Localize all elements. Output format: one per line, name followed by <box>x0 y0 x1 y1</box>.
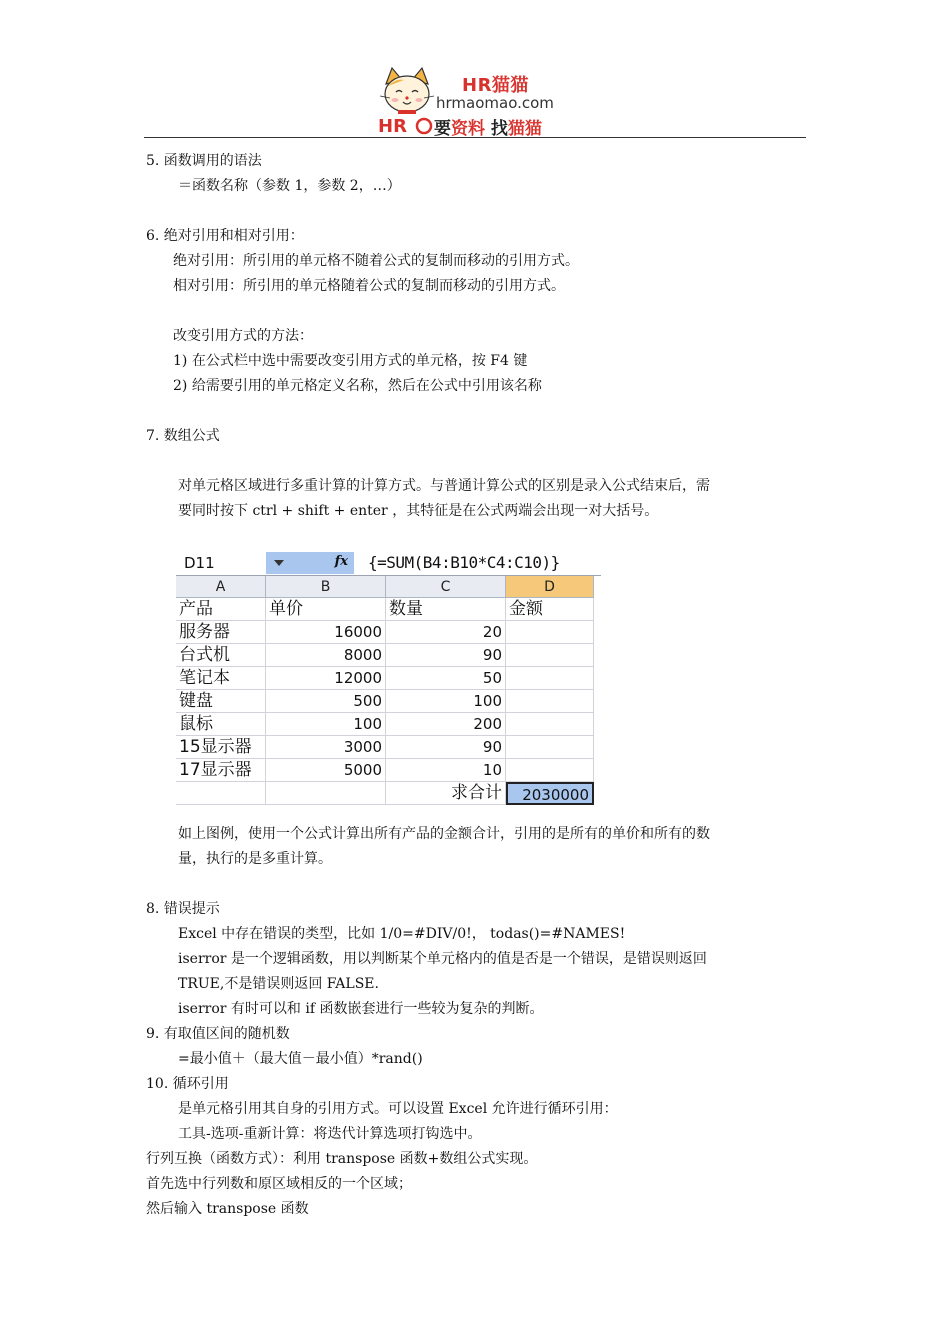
section-5-heading: 5. 函数调用的语法 <box>146 153 262 169</box>
cell-r1-c4: 金额 <box>506 598 594 621</box>
cell-r8-c3: 10 <box>386 759 506 782</box>
brand-domain: hrmaomao.com <box>436 94 554 112</box>
cell-r6-c4 <box>506 713 594 736</box>
column-header-a: A <box>176 576 266 598</box>
column-header-d: D <box>506 576 594 598</box>
relative-reference-text: 相对引用：所引用的单元格随着公式的复制而移动的引用方式。 <box>173 278 565 294</box>
cell-r8-c1: 17显示器 <box>176 759 266 782</box>
brand-slogan: 要资料 找猫猫 <box>434 119 542 139</box>
name-box-dropdown <box>266 552 354 574</box>
cat-mascot-icon <box>376 66 438 138</box>
iteration-setting-text: 工具-选项-重新计算：将迭代计算选项打钩选中。 <box>178 1126 482 1142</box>
cell-r2-c3: 20 <box>386 621 506 644</box>
circular-reference-text: 是单元格引用其自身的引用方式。可以设置 Excel 允许进行循环引用： <box>178 1101 618 1117</box>
transpose-text-2: 首先选中行列数和原区域相反的一个区域； <box>146 1176 412 1192</box>
array-example-text-2: 量，执行的是多重计算。 <box>178 851 332 867</box>
cell-r3-c3: 90 <box>386 644 506 667</box>
random-formula: =最小值＋（最大值－最小值）*rand() <box>178 1051 423 1067</box>
cell-r9-c4: 2030000 <box>506 782 594 805</box>
array-formula-text-1: 对单元格区域进行多重计算的计算方式。与普通计算公式的区别是录入公式结束后，需 <box>178 478 710 494</box>
hr-monogram: HR <box>378 116 407 137</box>
iserror-text-3: iserror 有时可以和 if 函数嵌套进行一些较为复杂的判断。 <box>178 1001 544 1017</box>
cell-r6-c2: 100 <box>266 713 386 736</box>
cell-r4-c2: 12000 <box>266 667 386 690</box>
cell-r2-c2: 16000 <box>266 621 386 644</box>
cell-r8-c2: 5000 <box>266 759 386 782</box>
cell-r9-c2 <box>266 782 386 805</box>
formula-text: {=SUM(B4:B10*C4:C10)} <box>368 553 560 572</box>
array-formula-text-2: 要同时按下 ctrl + shift + enter ，其特征是在公式两端会出现一对大括号。 <box>178 503 659 519</box>
cell-r7-c3: 90 <box>386 736 506 759</box>
change-reference-heading: 改变引用方式的方法： <box>173 328 313 344</box>
cell-r3-c1: 台式机 <box>176 644 266 667</box>
fx-icon: fx <box>334 554 348 569</box>
iserror-text-2: TRUE,不是错误则返回 FALSE. <box>178 976 379 992</box>
function-syntax: ＝函数名称（参数 1，参数 2，…） <box>178 178 401 194</box>
change-reference-step-1: 1) 在公式栏中选中需要改变引用方式的单元格，按 F4 键 <box>173 353 528 369</box>
cell-r1-c2: 单价 <box>266 598 386 621</box>
transpose-text-1: 行列互换（函数方式）：利用 transpose 函数+数组公式实现。 <box>146 1151 538 1167</box>
formula-bar <box>176 551 601 576</box>
cell-r6-c3: 200 <box>386 713 506 736</box>
cell-r8-c4 <box>506 759 594 782</box>
cell-r5-c2: 500 <box>266 690 386 713</box>
cell-r4-c4 <box>506 667 594 690</box>
cell-r6-c1: 鼠标 <box>176 713 266 736</box>
cell-r7-c1: 15显示器 <box>176 736 266 759</box>
section-7-heading: 7. 数组公式 <box>146 428 220 444</box>
error-types-text: Excel 中存在错误的类型，比如 1/0=#DIV/0!， todas()=#NAMES! <box>178 926 626 942</box>
cell-r5-c4 <box>506 690 594 713</box>
change-reference-step-2: 2) 给需要引用的单元格定义名称，然后在公式中引用该名称 <box>173 378 542 394</box>
excel-screenshot <box>176 551 601 813</box>
cell-r7-c2: 3000 <box>266 736 386 759</box>
column-header-b: B <box>266 576 386 598</box>
brand-name: HR猫猫 <box>462 75 529 96</box>
transpose-text-3: 然后输入 transpose 函数 <box>146 1201 309 1217</box>
column-header-c: C <box>386 576 506 598</box>
cell-r3-c2: 8000 <box>266 644 386 667</box>
cell-r1-c1: 产品 <box>176 598 266 621</box>
dropdown-arrow-icon <box>274 560 284 566</box>
cell-r5-c1: 键盘 <box>176 690 266 713</box>
section-6-heading: 6. 绝对引用和相对引用： <box>146 228 304 244</box>
header-divider <box>144 137 806 138</box>
cell-r9-c1 <box>176 782 266 805</box>
cell-r7-c4 <box>506 736 594 759</box>
hrmaomao-logo <box>376 66 576 138</box>
cell-r9-c3: 求合计 <box>386 782 506 805</box>
cell-r3-c4 <box>506 644 594 667</box>
name-box: D11 <box>178 552 266 574</box>
iserror-text-1: iserror 是一个逻辑函数，用以判断某个单元格内的值是否是一个错误，是错误则返回 <box>178 951 707 967</box>
cell-r5-c3: 100 <box>386 690 506 713</box>
cell-r4-c3: 50 <box>386 667 506 690</box>
cell-r1-c3: 数量 <box>386 598 506 621</box>
section-9-heading: 9. 有取值区间的随机数 <box>146 1026 290 1042</box>
cell-r4-c1: 笔记本 <box>176 667 266 690</box>
absolute-reference-text: 绝对引用：所引用的单元格不随着公式的复制而移动的引用方式。 <box>173 253 579 269</box>
section-8-heading: 8. 错误提示 <box>146 901 220 917</box>
cell-r2-c4 <box>506 621 594 644</box>
cell-r2-c1: 服务器 <box>176 621 266 644</box>
array-example-text-1: 如上图例，使用一个公式计算出所有产品的金额合计，引用的是所有的单价和所有的数 <box>178 826 710 842</box>
section-10-heading: 10. 循环引用 <box>146 1076 229 1092</box>
